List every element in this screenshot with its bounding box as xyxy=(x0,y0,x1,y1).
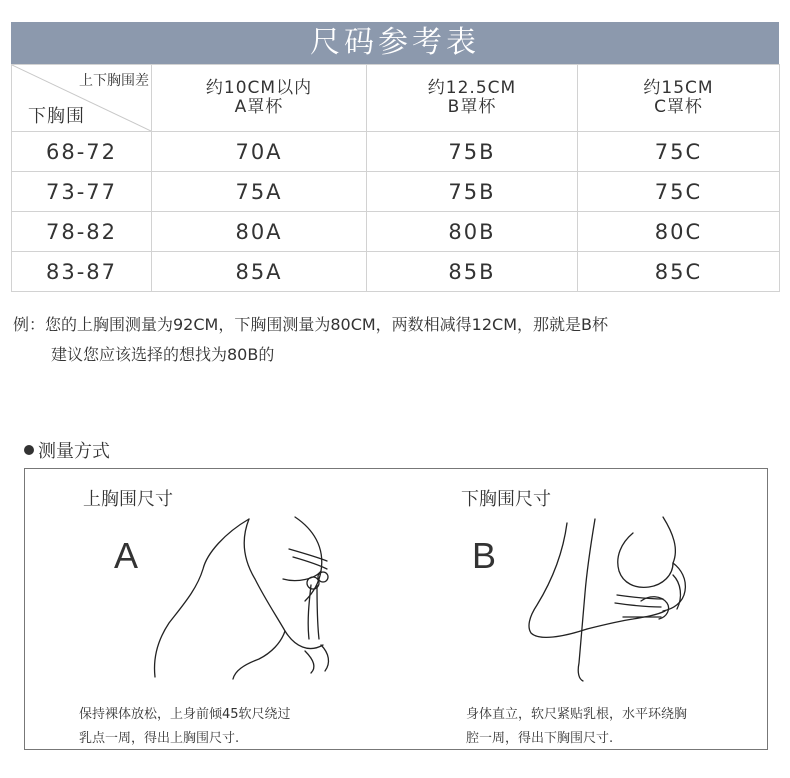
table-corner-cell xyxy=(12,65,152,132)
example-note xyxy=(13,310,608,370)
measure-panel xyxy=(24,468,768,750)
upper-bust-description: 保持裸体放松，上身前倾45软尺绕过 乳点一周，得出上胸围尺寸. xyxy=(79,707,291,746)
corner-bust-difference-label: 上下胸围差 xyxy=(79,73,149,89)
upper-bust-title: 上胸围尺寸 xyxy=(83,489,173,510)
lower-bust-title: 下胸围尺寸 xyxy=(461,489,551,510)
corner-underbust-label: 下胸围 xyxy=(28,106,85,127)
band-cell: 83-87 xyxy=(12,252,152,292)
column-header-c: 约15CM C罩杯 xyxy=(578,65,780,132)
size-cell: 70A xyxy=(152,132,367,172)
size-cell: 75C xyxy=(578,132,780,172)
lower-bust-illustration xyxy=(523,513,723,683)
column-header-a: 约10CM以内 A罩杯 xyxy=(152,65,367,132)
size-cell: 75A xyxy=(152,172,367,212)
size-cell: 75B xyxy=(367,172,578,212)
example-line-2: 建议您应该选择的想找为80B的 xyxy=(51,345,275,364)
size-cell: 80B xyxy=(367,212,578,252)
example-line-1: 例：您的上胸围测量为92CM，下胸围测量为80CM，两数相减得12CM，那就是B杯 xyxy=(13,315,608,334)
band-cell: 68-72 xyxy=(12,132,152,172)
size-cell: 85A xyxy=(152,252,367,292)
table-row xyxy=(12,172,780,212)
letter-a-label: A xyxy=(114,535,139,576)
upper-bust-illustration xyxy=(145,513,345,683)
table-row xyxy=(12,212,780,252)
table-row xyxy=(12,132,780,172)
table-row xyxy=(12,252,780,292)
size-table xyxy=(11,64,780,292)
bullet-icon xyxy=(24,445,34,455)
table-header-row xyxy=(12,65,780,132)
size-cell: 80C xyxy=(578,212,780,252)
measure-section-heading: 测量方式 xyxy=(24,437,110,463)
size-cell: 75C xyxy=(578,172,780,212)
column-header-b: 约12.5CM B罩杯 xyxy=(367,65,578,132)
band-cell: 73-77 xyxy=(12,172,152,212)
size-cell: 85C xyxy=(578,252,780,292)
band-cell: 78-82 xyxy=(12,212,152,252)
size-cell: 85B xyxy=(367,252,578,292)
size-cell: 75B xyxy=(367,132,578,172)
letter-b-label: B xyxy=(472,535,497,576)
size-cell: 80A xyxy=(152,212,367,252)
size-chart-title: 尺码参考表 xyxy=(11,22,779,64)
lower-bust-description: 身体直立，软尺紧贴乳根，水平环绕胸 腔一周，得出下胸围尺寸. xyxy=(466,707,688,746)
